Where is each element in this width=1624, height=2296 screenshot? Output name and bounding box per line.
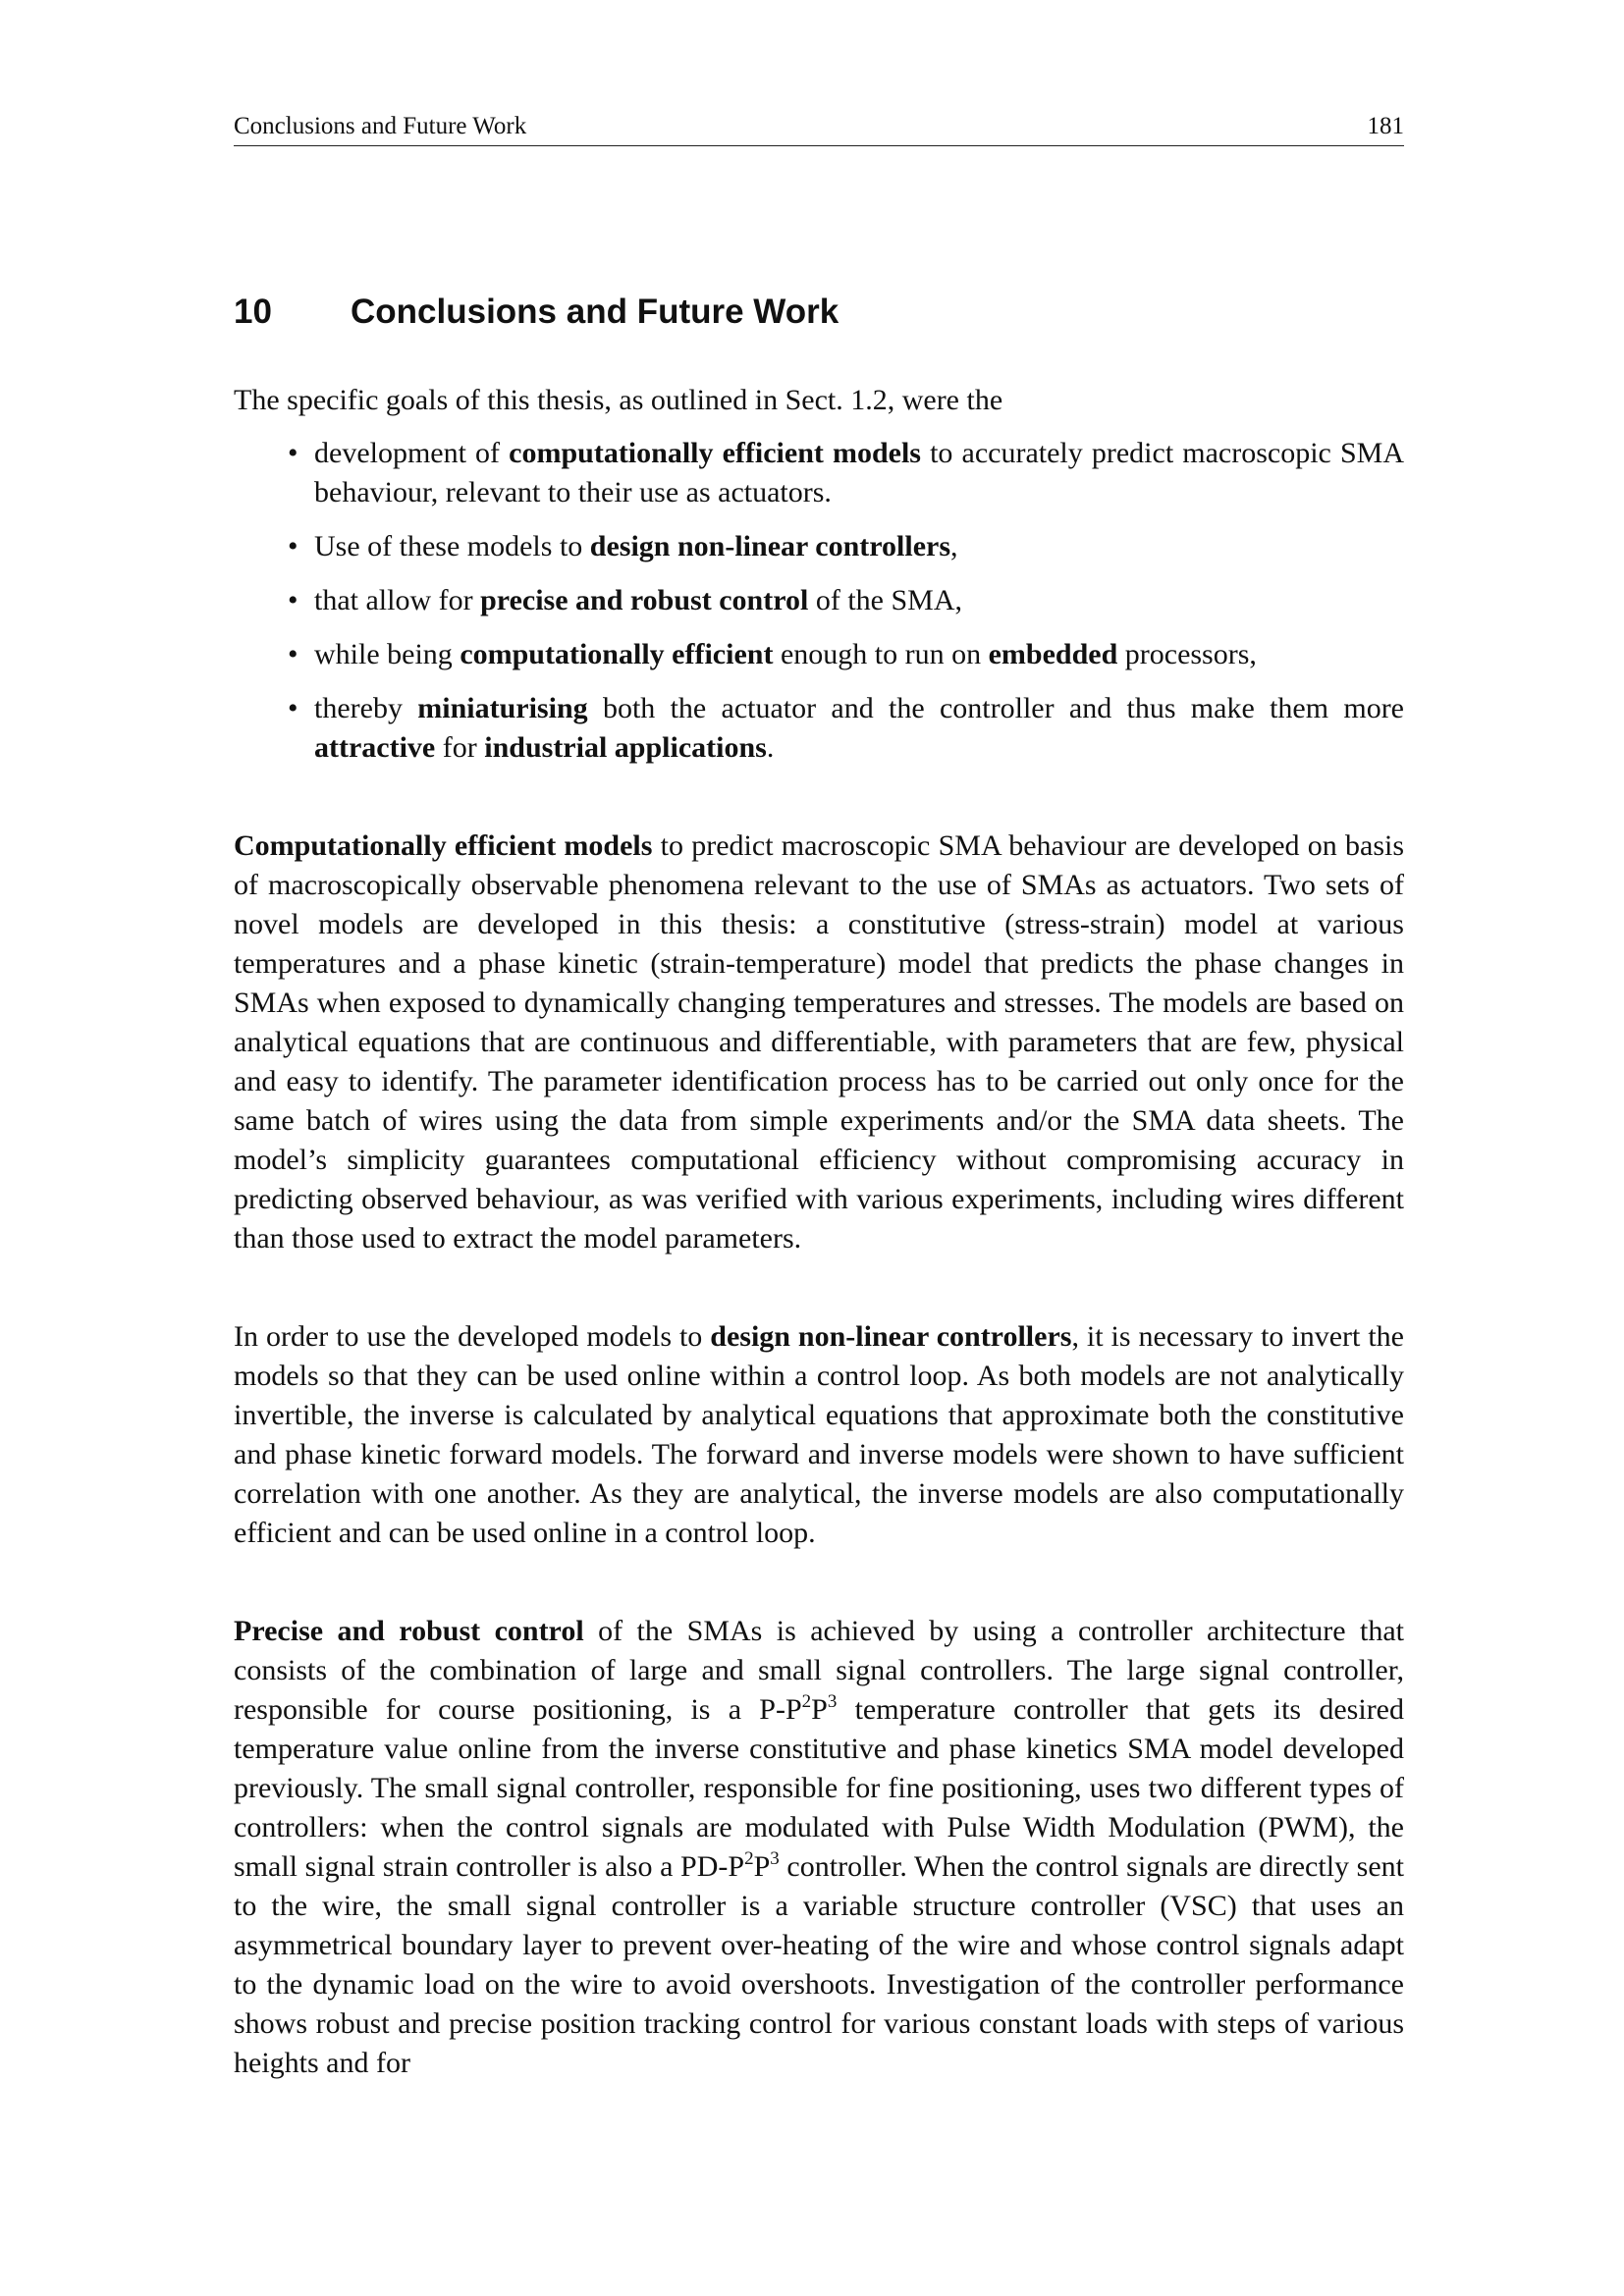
running-header	[234, 112, 1404, 146]
intro-sentence: The specific goals of this thesis, as outlined in Sect. 1.2, were the	[234, 384, 1003, 416]
header-section-title: Conclusions and Future Work	[234, 113, 527, 139]
chapter-title: Conclusions and Future Work	[351, 293, 839, 331]
goal-item: • Use of these models to design non-linear controllers,	[234, 527, 1404, 566]
goal-item: • while being computationally efficient enough to run on embedded processors,	[234, 635, 1404, 674]
page-number: 181	[1367, 113, 1404, 139]
goal-item: • thereby miniaturising both the actuator and the controller and thus make them more attractive for industrial applications.	[234, 689, 1404, 768]
goal-item: • development of computationally efficient models to accurately predict macroscopic SMA behaviour, relevant to their use as actuators.	[234, 434, 1404, 512]
paragraph-control: Precise and robust control of the SMAs is achieved by using a controller architecture that consists of the combination of large and small signal controllers. The large signal controller, responsible for course positioning, is a $P-P^2P^3$ temperature controller that gets its desired temperature value online from the inverse constitutive and phase kinetics SMA model developed previously. The small signal controller, responsible for fine positioning, uses two different types of controllers: when the control signals are modulated with Pulse Width Modulation (PWM), the small signal strain controller is also a $PD-P^2P^3$ controller. When the control signals are directly sent to the wire, the small signal controller is a variable structure controller (VSC) that uses an asymmetrical boundary layer to prevent over-heating of the wire and whose control signals adapt to the dynamic load on the wire to avoid overshoots. Investigation of the controller performance shows robust and precise position tracking control for various constant loads with steps of various heights and for	[234, 1615, 1404, 2079]
goal-item: • that allow for precise and robust control of the SMA,	[234, 581, 1404, 620]
chapter-heading	[234, 291, 1404, 334]
paragraph-controllers: In order to use the developed models to design non-linear controllers, it is necessary to invert the models so that they can be used online within a control loop. As both models are not analytically invertible, the inverse is calculated by analytical equations that approximate both the constitutive and phase kinetic forward models. The forward and inverse models were shown to have sufficient correlation with one another. As they are analytical, the inverse models are also computationally efficient and can be used online in a control loop.	[234, 1320, 1404, 1549]
chapter-number: 10	[234, 293, 272, 331]
goals-list	[234, 434, 1404, 782]
paragraph-models: Computationally efficient models to predict macroscopic SMA behaviour are developed on basis of macroscopically observable phenomena relevant to the use of SMAs as actuators. Two sets of novel models are developed in this thesis: a constitutive (stress-strain) model at various temperatures and a phase kinetic (strain-temperature) model that predicts the phase changes in SMAs when exposed to dynamically changing temperatures and stresses. The models are based on analytical equations that are continuous and differentiable, with parameters that are few, physical and easy to identify. The parameter identification process has to be carried out only once for the same batch of wires using the data from simple experiments and/or the SMA data sheets. The model’s simplicity guarantees computational efficiency without compromising accuracy in predicting observed behaviour, as was verified with various experiments, including wires different than those used to extract the model parameters.	[234, 829, 1404, 1255]
